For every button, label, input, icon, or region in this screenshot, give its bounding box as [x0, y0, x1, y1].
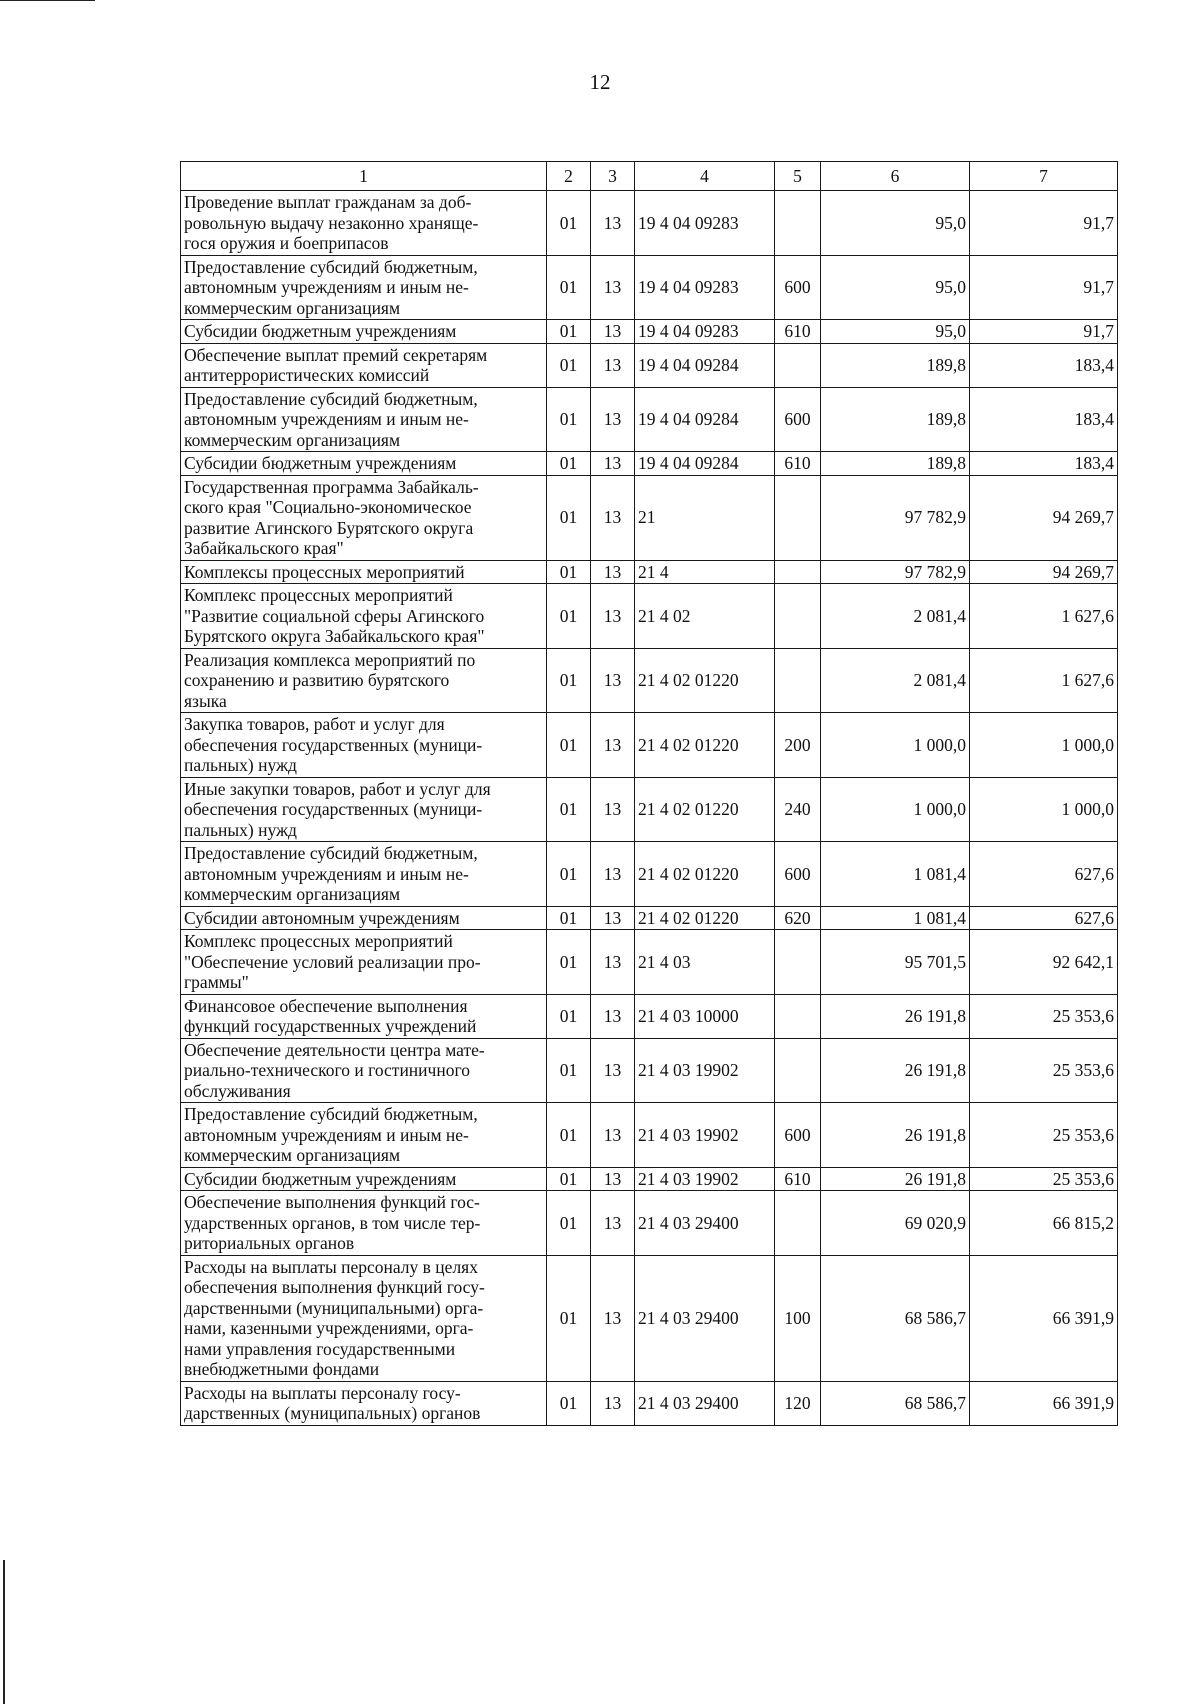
cell-subsection: 13 — [591, 1038, 635, 1103]
cell-amount-plan: 1 081,4 — [821, 906, 970, 930]
table-row — [181, 648, 1118, 713]
cell-expense-type: 610 — [775, 1167, 821, 1191]
cell-amount-plan: 95,0 — [821, 320, 970, 344]
header-cell-3: 3 — [591, 162, 635, 191]
cell-name: Комплекс процессных мероприятий "Развитие социальной сферы Агинского Бурятского округа Забайкальского края" — [181, 584, 547, 649]
cell-name: Обеспечение выполнения функций гос- ударственных органов, в том числе тер- риториальных органов — [181, 1191, 547, 1256]
cell-section: 01 — [547, 343, 591, 387]
table-body — [181, 191, 1118, 1426]
cell-name: Предоставление субсидий бюджетным, автономным учреждениям и иным не- коммерческим организациям — [181, 1103, 547, 1168]
cell-expense-type: 100 — [775, 1255, 821, 1381]
cell-amount-plan: 69 020,9 — [821, 1191, 970, 1256]
cell-target-article: 21 4 03 — [635, 930, 775, 995]
table-row — [181, 452, 1118, 476]
table-row — [181, 1038, 1118, 1103]
cell-amount-fact: 183,4 — [970, 343, 1118, 387]
cell-name: Субсидии автономным учреждениям — [181, 906, 547, 930]
cell-section: 01 — [547, 1167, 591, 1191]
header-cell-7: 7 — [970, 162, 1118, 191]
scan-edge-line — [3, 1560, 5, 1704]
cell-subsection: 13 — [591, 320, 635, 344]
cell-subsection: 13 — [591, 994, 635, 1038]
cell-amount-fact: 91,7 — [970, 255, 1118, 320]
cell-amount-fact: 92 642,1 — [970, 930, 1118, 995]
header-cell-6: 6 — [821, 162, 970, 191]
cell-section: 01 — [547, 560, 591, 584]
cell-name: Проведение выплат гражданам за доб- ровольную выдачу незаконно хранящe- гося оружия и боеприпасов — [181, 191, 547, 256]
scan-edge-line — [0, 0, 95, 1]
cell-name: Комплексы процессных мероприятий — [181, 560, 547, 584]
cell-amount-fact: 94 269,7 — [970, 475, 1118, 560]
cell-subsection: 13 — [591, 191, 635, 256]
cell-expense-type — [775, 1038, 821, 1103]
table-row — [181, 343, 1118, 387]
cell-amount-plan: 189,8 — [821, 343, 970, 387]
cell-expense-type: 620 — [775, 906, 821, 930]
cell-subsection: 13 — [591, 906, 635, 930]
cell-amount-plan: 1 000,0 — [821, 713, 970, 778]
table-row — [181, 255, 1118, 320]
cell-amount-plan: 97 782,9 — [821, 560, 970, 584]
cell-expense-type: 610 — [775, 320, 821, 344]
cell-amount-plan: 95 701,5 — [821, 930, 970, 995]
cell-subsection: 13 — [591, 930, 635, 995]
cell-subsection: 13 — [591, 842, 635, 907]
cell-expense-type: 600 — [775, 842, 821, 907]
cell-name: Субсидии бюджетным учреждениям — [181, 320, 547, 344]
cell-amount-fact: 1 000,0 — [970, 713, 1118, 778]
table-header — [181, 162, 1118, 191]
cell-section: 01 — [547, 777, 591, 842]
cell-name: Государственная программа Забайкаль- ского края "Социально-экономическое развитие Агинского Бурятского округа Забайкальского края" — [181, 475, 547, 560]
table-row — [181, 584, 1118, 649]
cell-expense-type: 610 — [775, 452, 821, 476]
cell-amount-fact: 25 353,6 — [970, 994, 1118, 1038]
cell-section: 01 — [547, 906, 591, 930]
cell-subsection: 13 — [591, 1255, 635, 1381]
cell-name: Предоставление субсидий бюджетным, автономным учреждениям и иным не- коммерческим организациям — [181, 842, 547, 907]
cell-section: 01 — [547, 648, 591, 713]
cell-target-article: 19 4 04 09283 — [635, 255, 775, 320]
cell-expense-type — [775, 560, 821, 584]
cell-expense-type — [775, 475, 821, 560]
cell-section: 01 — [547, 1255, 591, 1381]
cell-name: Обеспечение деятельности центра мате- риально-технического и гостиничного обслуживания — [181, 1038, 547, 1103]
cell-name: Расходы на выплаты персоналу госу- дарственных (муниципальных) органов — [181, 1381, 547, 1425]
cell-amount-fact: 183,4 — [970, 387, 1118, 452]
cell-amount-fact: 627,6 — [970, 842, 1118, 907]
cell-target-article: 21 4 02 — [635, 584, 775, 649]
cell-expense-type — [775, 648, 821, 713]
cell-amount-fact: 66 391,9 — [970, 1381, 1118, 1425]
table-row — [181, 1103, 1118, 1168]
cell-section: 01 — [547, 1038, 591, 1103]
cell-target-article: 19 4 04 09284 — [635, 343, 775, 387]
cell-target-article: 21 4 02 01220 — [635, 842, 775, 907]
cell-subsection: 13 — [591, 1167, 635, 1191]
cell-expense-type: 240 — [775, 777, 821, 842]
table-row — [181, 475, 1118, 560]
cell-section: 01 — [547, 584, 591, 649]
cell-target-article: 19 4 04 09284 — [635, 452, 775, 476]
table-row — [181, 1255, 1118, 1381]
cell-amount-plan: 26 191,8 — [821, 1167, 970, 1191]
cell-amount-plan: 26 191,8 — [821, 1038, 970, 1103]
cell-name: Расходы на выплаты персоналу в целях обеспечения выполнения функций госу- дарственными (муниципальными) орга- нами, казенными учреждениями, орга- нами управления государственными внебюджетными фондами — [181, 1255, 547, 1381]
header-cell-5: 5 — [775, 162, 821, 191]
cell-target-article: 19 4 04 09283 — [635, 191, 775, 256]
cell-target-article: 21 4 03 19902 — [635, 1103, 775, 1168]
cell-subsection: 13 — [591, 343, 635, 387]
table-row — [181, 1381, 1118, 1425]
header-row — [181, 162, 1118, 191]
cell-amount-fact: 25 353,6 — [970, 1038, 1118, 1103]
cell-expense-type — [775, 584, 821, 649]
cell-target-article: 21 — [635, 475, 775, 560]
cell-amount-plan: 95,0 — [821, 255, 970, 320]
cell-name: Субсидии бюджетным учреждениям — [181, 1167, 547, 1191]
budget-table — [180, 161, 1118, 1426]
cell-name: Иные закупки товаров, работ и услуг для обеспечения государственных (муници- пальных) нужд — [181, 777, 547, 842]
cell-subsection: 13 — [591, 584, 635, 649]
header-cell-2: 2 — [547, 162, 591, 191]
cell-expense-type: 200 — [775, 713, 821, 778]
cell-target-article: 21 4 02 01220 — [635, 713, 775, 778]
cell-target-article: 19 4 04 09284 — [635, 387, 775, 452]
cell-target-article: 21 4 02 01220 — [635, 777, 775, 842]
cell-target-article: 21 4 03 19902 — [635, 1038, 775, 1103]
cell-section: 01 — [547, 387, 591, 452]
table-row — [181, 1167, 1118, 1191]
table-row — [181, 191, 1118, 256]
cell-subsection: 13 — [591, 777, 635, 842]
cell-name: Комплекс процессных мероприятий "Обеспечение условий реализации про- граммы" — [181, 930, 547, 995]
table-row — [181, 387, 1118, 452]
cell-amount-fact: 1 627,6 — [970, 648, 1118, 713]
cell-expense-type — [775, 1191, 821, 1256]
cell-amount-plan: 26 191,8 — [821, 994, 970, 1038]
cell-section: 01 — [547, 842, 591, 907]
cell-target-article: 21 4 02 01220 — [635, 906, 775, 930]
cell-target-article: 21 4 — [635, 560, 775, 584]
cell-target-article: 21 4 02 01220 — [635, 648, 775, 713]
cell-amount-plan: 68 586,7 — [821, 1255, 970, 1381]
cell-expense-type: 600 — [775, 255, 821, 320]
table-row — [181, 930, 1118, 995]
cell-amount-plan: 1 000,0 — [821, 777, 970, 842]
cell-expense-type: 120 — [775, 1381, 821, 1425]
cell-amount-fact: 94 269,7 — [970, 560, 1118, 584]
cell-expense-type — [775, 343, 821, 387]
cell-target-article: 21 4 03 29400 — [635, 1381, 775, 1425]
cell-section: 01 — [547, 255, 591, 320]
cell-amount-fact: 183,4 — [970, 452, 1118, 476]
cell-amount-fact: 25 353,6 — [970, 1103, 1118, 1168]
cell-amount-fact: 91,7 — [970, 191, 1118, 256]
cell-section: 01 — [547, 1381, 591, 1425]
cell-amount-plan: 97 782,9 — [821, 475, 970, 560]
cell-name: Предоставление субсидий бюджетным, автономным учреждениям и иным не- коммерческим организациям — [181, 255, 547, 320]
cell-section: 01 — [547, 320, 591, 344]
cell-amount-plan: 26 191,8 — [821, 1103, 970, 1168]
cell-expense-type — [775, 191, 821, 256]
cell-subsection: 13 — [591, 255, 635, 320]
cell-amount-plan: 95,0 — [821, 191, 970, 256]
cell-section: 01 — [547, 994, 591, 1038]
cell-target-article: 21 4 03 29400 — [635, 1191, 775, 1256]
table-row — [181, 560, 1118, 584]
page-number: 12 — [589, 70, 611, 94]
cell-amount-fact: 66 391,9 — [970, 1255, 1118, 1381]
cell-amount-plan: 2 081,4 — [821, 648, 970, 713]
cell-name: Реализация комплекса мероприятий по сохранению и развитию бурятского языка — [181, 648, 547, 713]
cell-expense-type: 600 — [775, 387, 821, 452]
cell-amount-fact: 1 627,6 — [970, 584, 1118, 649]
cell-section: 01 — [547, 452, 591, 476]
cell-amount-plan: 189,8 — [821, 452, 970, 476]
cell-subsection: 13 — [591, 1191, 635, 1256]
cell-amount-fact: 66 815,2 — [970, 1191, 1118, 1256]
cell-subsection: 13 — [591, 475, 635, 560]
cell-expense-type — [775, 930, 821, 995]
cell-target-article: 21 4 03 19902 — [635, 1167, 775, 1191]
table-row — [181, 713, 1118, 778]
table-row — [181, 1191, 1118, 1256]
cell-section: 01 — [547, 713, 591, 778]
cell-name: Субсидии бюджетным учреждениям — [181, 452, 547, 476]
cell-subsection: 13 — [591, 1381, 635, 1425]
cell-section: 01 — [547, 191, 591, 256]
cell-section: 01 — [547, 930, 591, 995]
cell-name: Предоставление субсидий бюджетным, автономным учреждениям и иным не- коммерческим организациям — [181, 387, 547, 452]
table-row — [181, 777, 1118, 842]
header-cell-1: 1 — [181, 162, 547, 191]
cell-amount-plan: 189,8 — [821, 387, 970, 452]
cell-subsection: 13 — [591, 1103, 635, 1168]
cell-section: 01 — [547, 1103, 591, 1168]
table-row — [181, 320, 1118, 344]
cell-subsection: 13 — [591, 560, 635, 584]
cell-subsection: 13 — [591, 648, 635, 713]
cell-expense-type — [775, 994, 821, 1038]
cell-amount-fact: 91,7 — [970, 320, 1118, 344]
table-row — [181, 994, 1118, 1038]
cell-amount-fact: 627,6 — [970, 906, 1118, 930]
cell-name: Обеспечение выплат премий секретарям антитеррористических комиссий — [181, 343, 547, 387]
cell-amount-plan: 68 586,7 — [821, 1381, 970, 1425]
cell-section: 01 — [547, 475, 591, 560]
cell-subsection: 13 — [591, 452, 635, 476]
cell-subsection: 13 — [591, 387, 635, 452]
cell-amount-fact: 25 353,6 — [970, 1167, 1118, 1191]
cell-expense-type: 600 — [775, 1103, 821, 1168]
cell-amount-plan: 2 081,4 — [821, 584, 970, 649]
cell-section: 01 — [547, 1191, 591, 1256]
table-row — [181, 842, 1118, 907]
cell-amount-fact: 1 000,0 — [970, 777, 1118, 842]
cell-subsection: 13 — [591, 713, 635, 778]
cell-target-article: 21 4 03 10000 — [635, 994, 775, 1038]
cell-name: Закупка товаров, работ и услуг для обеспечения государственных (муници- пальных) нужд — [181, 713, 547, 778]
cell-name: Финансовое обеспечение выполнения функций государственных учреждений — [181, 994, 547, 1038]
table-row — [181, 906, 1118, 930]
header-cell-4: 4 — [635, 162, 775, 191]
cell-target-article: 19 4 04 09283 — [635, 320, 775, 344]
cell-amount-plan: 1 081,4 — [821, 842, 970, 907]
cell-target-article: 21 4 03 29400 — [635, 1255, 775, 1381]
